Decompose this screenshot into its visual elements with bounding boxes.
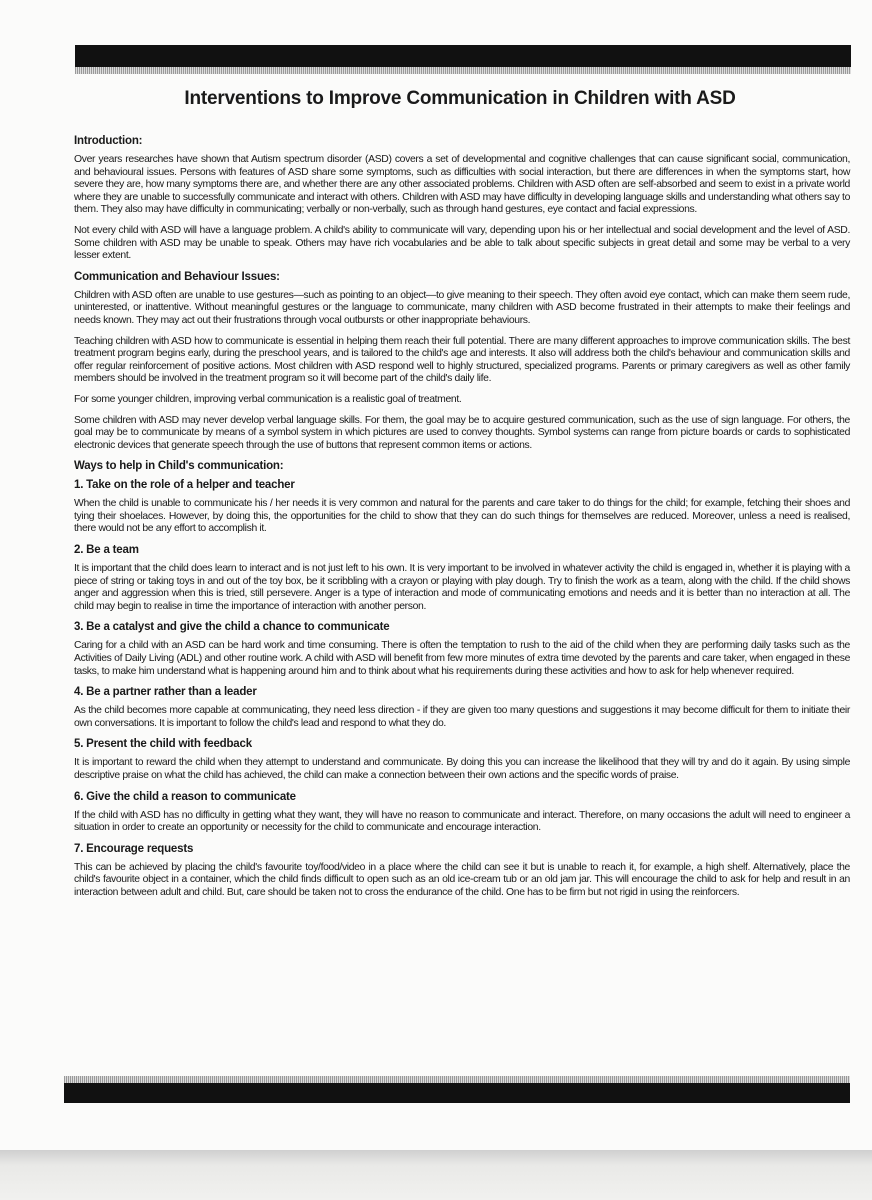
document-title: Interventions to Improve Communication in Children with ASD: [184, 88, 736, 109]
section-heading: 4. Be a partner rather than a leader: [74, 686, 257, 699]
footer-dotted-rule: [64, 1076, 850, 1083]
footer-bar: [64, 1083, 850, 1103]
paragraph: If the child with ASD has no difficulty in getting what they want, they will have no reason to communicate and interact. Therefore, on many occasions the adult will need to engineer a situation in order to create an opportunity or necessity for the child to communicate and encourage interaction.: [74, 809, 850, 834]
section: [74, 621, 850, 678]
section-heading: 5. Present the child with feedback: [74, 738, 252, 751]
section-heading: 2. Be a team: [74, 544, 139, 557]
paragraph: For some younger children, improving verbal communication is a realistic goal of treatment.: [74, 393, 462, 405]
section: [74, 271, 850, 453]
paragraph: Children with ASD often are unable to use gestures—such as pointing to an object—to give meaning to their speech. They often avoid eye contact, which can make them seem rude, uninterested, or inattentive. Without meaningful gestures or the language to communicate, many children with ASD become frustrated in their attempts to make their feelings and needs known. They may act out their frustrations through vocal outbursts or other inappropriate behaviours.: [74, 289, 850, 326]
paragraph: It is important to reward the child when they attempt to understand and communicate. By doing this you can increase the likelihood that they will try and do it again. By using simple descriptive praise on what the child has achieved, the child can make a connection between their own actions and the specific words of praise.: [74, 757, 850, 781]
section: [74, 686, 850, 730]
section: [74, 544, 850, 613]
section-heading: Communication and Behaviour Issues:: [74, 270, 280, 283]
section: [74, 135, 850, 263]
section-heading: Introduction:: [74, 135, 143, 147]
paragraph: This can be achieved by placing the child's favourite toy/food/video in a place where the child can see it but is unable to reach it, for example, a high shelf. Alternatively, place the child's favourite object in a container, which the child finds difficult to open such as an old ice-cream tub or an old jam jar. This will encourage the child to ask for help and result in an interaction between adult and child. But, care should be taken not to cross the endurance of the child. One has to be firm but not rigid in using the reinforcers.: [74, 861, 850, 898]
section: [74, 843, 850, 900]
paragraph: Over years researches have shown that Autism spectrum disorder (ASD) covers a set of developmental and cognitive challenges that can cause significant social, communication, and behavioural issues. Persons with features of ASD share some symptoms, such as difficulties with social interaction, but there are differences in when the symptoms start, how severe they are, how many symptoms there are, and whether there are any other associated problems. Children with ASD often are self-absorbed and seem to exist in a private world where they are unable to successfully communicate and interact with others. Children with ASD may have difficulty in developing language skills and understanding what others say to them. They also may have difficulty in communicating; verbally or non-verbally, such as through hand gestures, eye contact and facial expressions.: [74, 154, 850, 216]
section-heading: 3. Be a catalyst and give the child a chance to communicate: [74, 621, 390, 634]
paragraph: As the child becomes more capable at communicating, they need less direction - if they are given too many questions and suggestions it may become difficult for them to initiate their own conversations. It is important to follow the child's lead and respond to what they do.: [74, 705, 850, 729]
section-heading: 7. Encourage requests: [74, 842, 194, 855]
section: [74, 460, 850, 472]
paragraph: It is important that the child does learn to interact and is not just left to his own. It is very important to be involved in whatever activity the child is engaged in, whether it is playing with a piece of string or taking toys in and out of the toy box, be it scribbling with a crayon or playing with play dough. Try to finish the work as a team, along with the child. If the child shows anger and aggression when this is tried, still persevere. Anger is a type of interaction and mode of communicating emotions and needs and it is better than no interaction at all. The child may begin to realise in time the importance of interaction with another person.: [74, 563, 850, 612]
document-body: [74, 135, 850, 908]
section: [74, 479, 850, 536]
header-bar: [75, 45, 851, 67]
section: [74, 791, 850, 835]
paragraph: When the child is unable to communicate his / her needs it is very common and natural for the parents and care taker to do things for the child; for example, fetching their shoes and tying their shoelaces. However, by doing this, the opportunities for the child to show that they can do such things for themselves are reduced. Moreover, unless a need is realised, there would not be any effort to accomplish it.: [74, 498, 850, 535]
scan-edge: [0, 1150, 872, 1200]
paragraph: Teaching children with ASD how to communicate is essential in helping them reach their full potential. There are many different approaches to improve communication skills. The best treatment program begins early, during the preschool years, and is tailored to the child's age and interests. It also will address both the child's behaviour and communication skills and offer regular reinforcement of positive actions. Most children with ASD respond well to highly structured, specialized programs. Parents or primary caregivers as well as other family members should be involved in the treatment program so it will become part of the child's daily life.: [74, 335, 850, 385]
section: [74, 738, 850, 782]
paragraph: Some children with ASD may never develop verbal language skills. For them, the goal may be to acquire gestured communication, such as the use of sign language. For others, the goal may be to communicate by means of a symbol system in which pictures are used to convey thoughts. Symbol systems can range from picture boards or cards to sophisticated electronic devices that generate speech through the use of buttons that represent common items or actions.: [74, 414, 850, 451]
paragraph: Not every child with ASD will have a language problem. A child's ability to communicate will vary, depending upon his or her intellectual and social development and the level of ASD. Some children with ASD may be unable to speak. Others may have rich vocabularies and be able to talk about specific subjects in great detail and some may be verbal to a very lesser extent.: [74, 224, 850, 262]
section-heading: 1. Take on the role of a helper and teacher: [74, 479, 295, 492]
header-dotted-rule: [75, 67, 851, 74]
section-heading: Ways to help in Child's communication:: [74, 460, 284, 473]
section-heading: 6. Give the child a reason to communicate: [74, 790, 296, 803]
paragraph: Caring for a child with an ASD can be hard work and time consuming. There is often the temptation to rush to the aid of the child when they are performing daily tasks such as the Activities of Daily Living (ADL) and other routine work. A child with ASD will benefit from few more minutes of extra time devoted by the parents and care taker, when engaged in these tasks, to make him understand what is happening around him and to think about what his requirements during these activities and how to ask for help whenever required.: [74, 640, 850, 677]
